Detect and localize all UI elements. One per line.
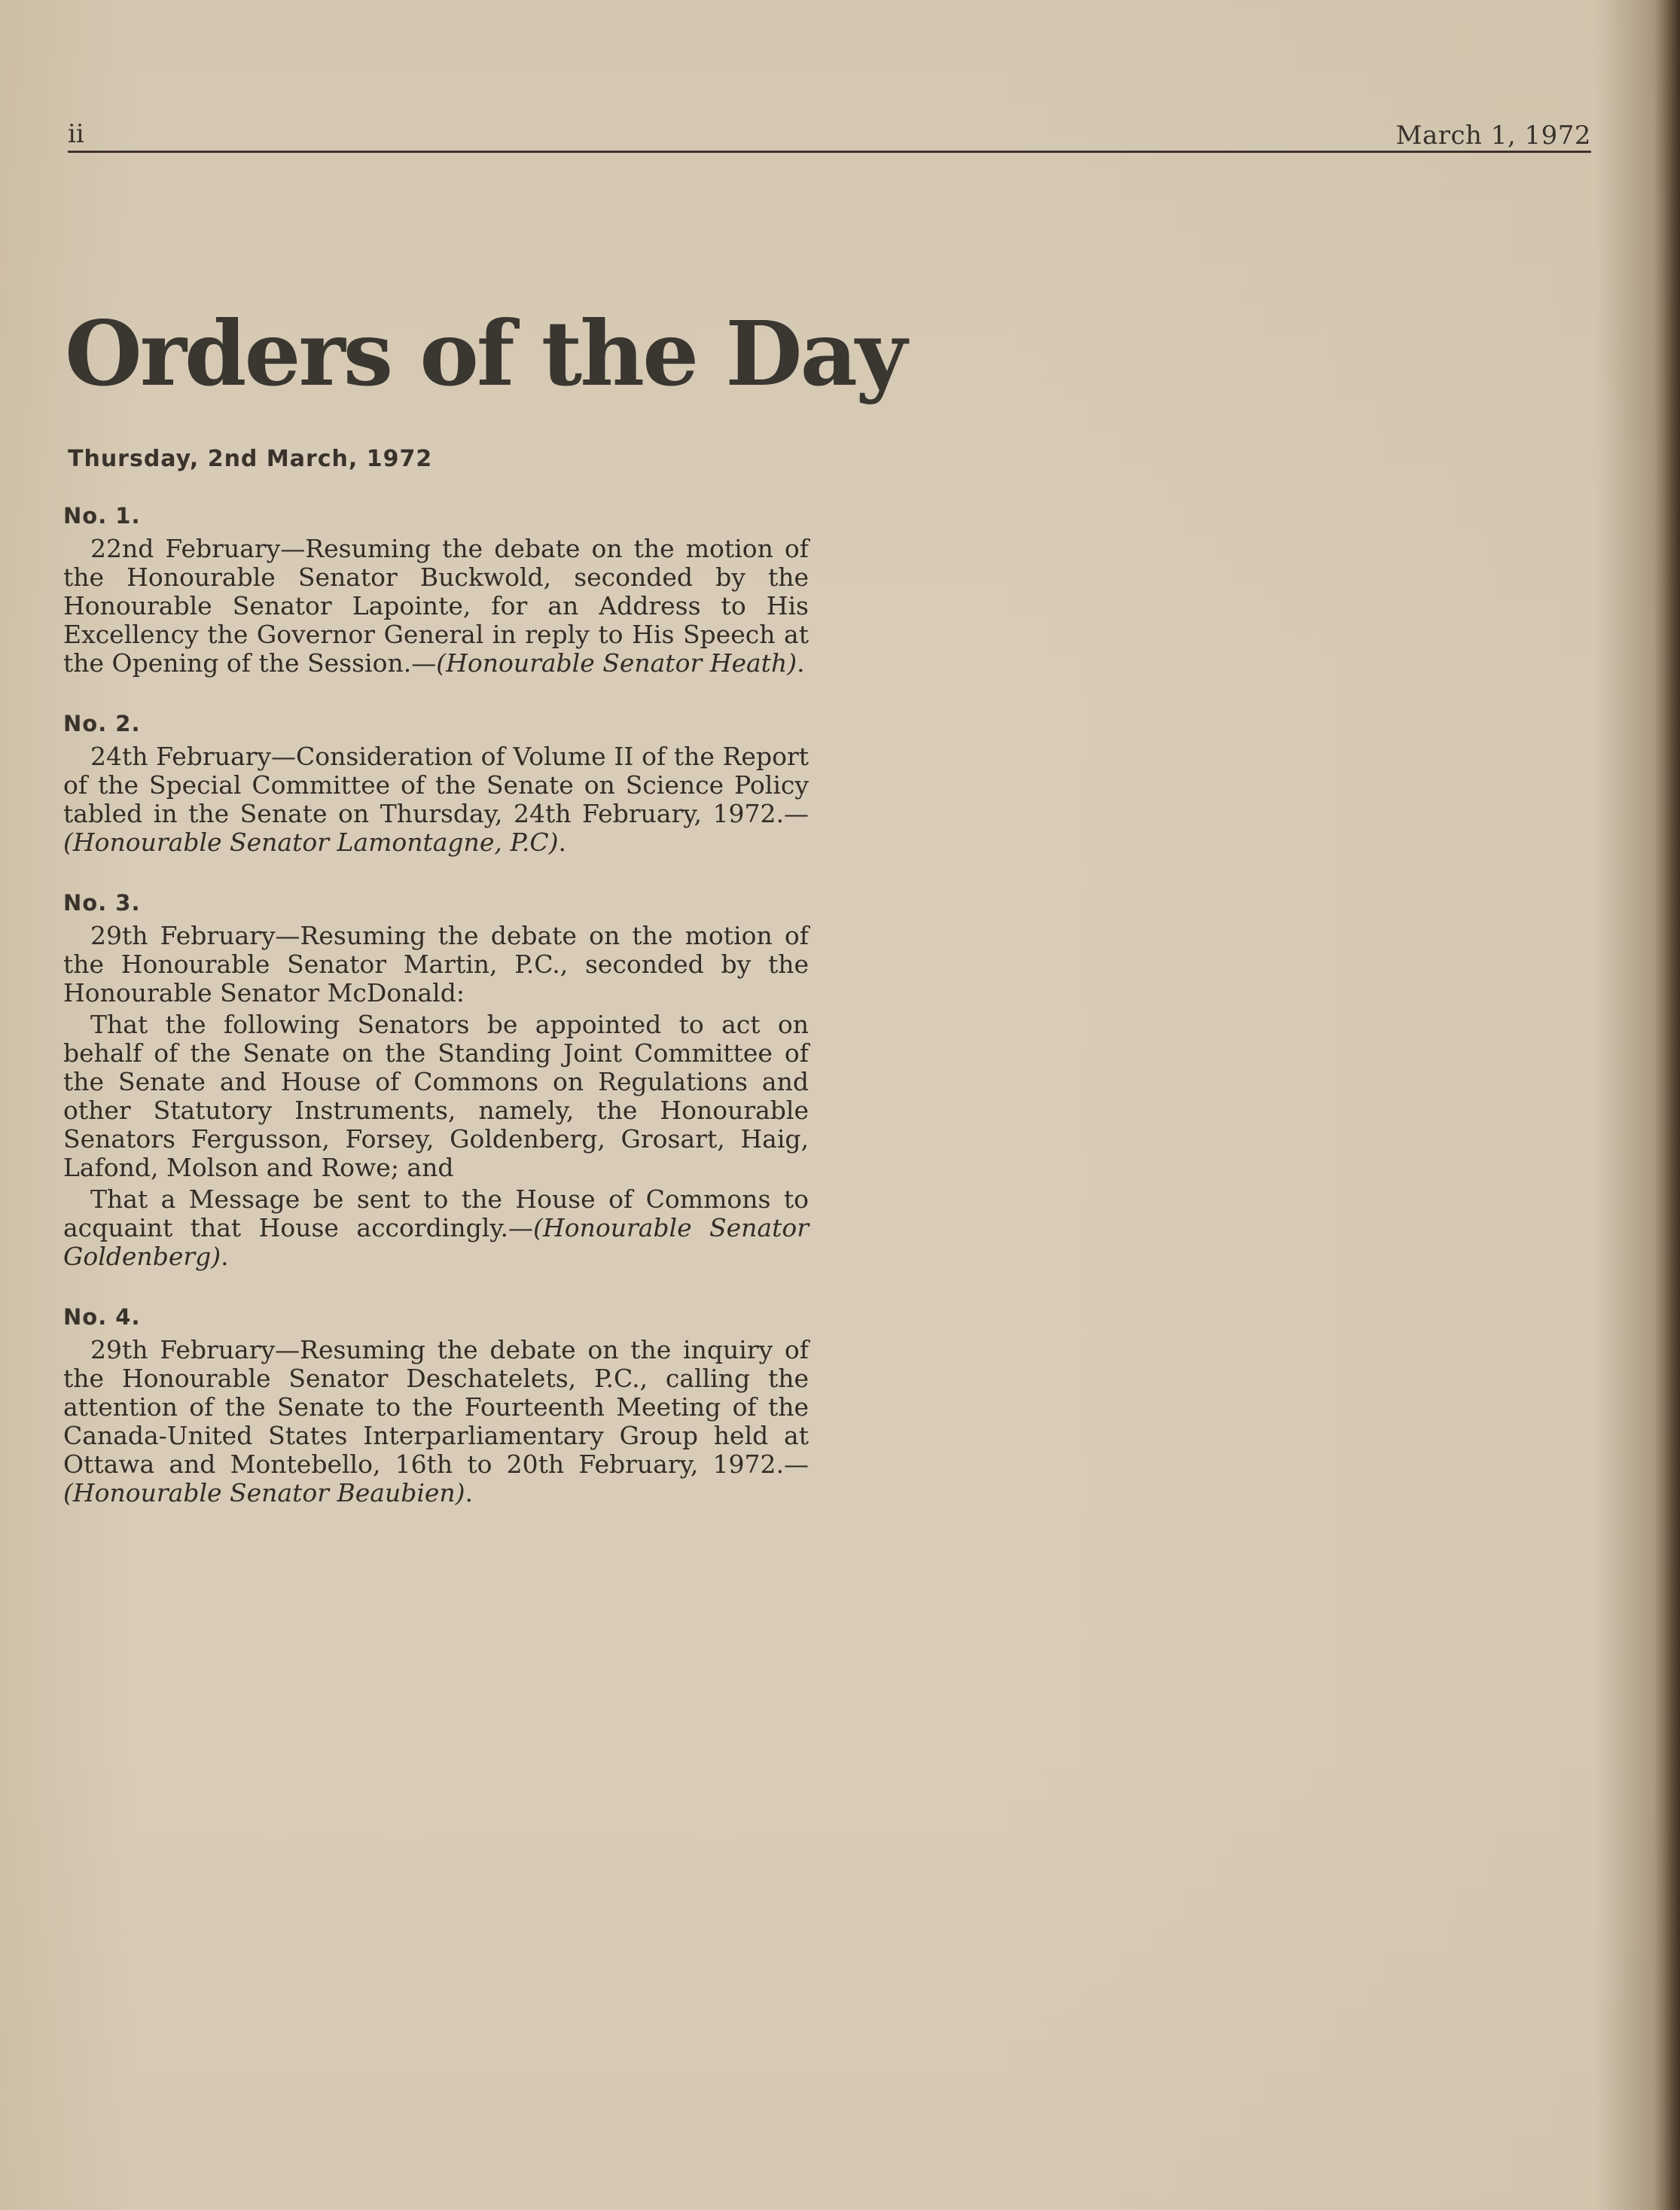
order-tail: .	[558, 828, 566, 857]
order-tail: .	[797, 648, 805, 678]
order-paragraph	[63, 1011, 809, 1182]
order-paragraph	[63, 535, 809, 678]
order-tail: .	[221, 1242, 229, 1271]
header-rule	[68, 151, 1591, 153]
order-sponsor: (Honourable Senator Heath)	[436, 648, 797, 678]
page-folio: ii	[68, 119, 84, 149]
page-title: Orders of the Day	[65, 301, 905, 406]
order-text: 22nd February—Resuming the debate on the motion of the Honourable Senator Buckwold, seconded by the Honourable Senator Lapointe, for an Address to His Excellency the Governor General in reply to His Speech at the Opening of the Session.—	[63, 534, 809, 678]
order-tail: .	[465, 1478, 474, 1507]
order-text: 29th February—Resuming the debate on the inquiry of the Honourable Senator Deschatelets, P.C., calling the attention of the Senate to the Fourteenth Meeting of the Canada-United States Interparliamentary Group held at Ottawa and Montebello, 16th to 20th February, 1972.—	[63, 1335, 809, 1479]
order-item	[63, 711, 809, 857]
order-sponsor: (Honourable Senator Beaubien)	[63, 1478, 465, 1507]
order-sponsor: (Honourable Senator Goldenberg)	[63, 1213, 810, 1271]
sitting-date: Thursday, 2nd March, 1972	[68, 446, 433, 472]
order-sponsor: (Honourable Senator Lamontagne, P.C)	[63, 828, 559, 857]
order-text: 24th February—Consideration of Volume II of the Report of the Special Committee of the Senate on Science Policy tabled in the Senate on Thursday, 24th February, 1972.—	[63, 742, 809, 828]
order-text: 29th February—Resuming the debate on the motion of the Honourable Senator Martin, P.C., seconded by the Honourable Senator McDonald:	[63, 921, 809, 1007]
page-edge-shadow	[1654, 0, 1680, 2210]
running-header-date: March 1, 1972	[1395, 120, 1591, 151]
order-text: That a Message be sent to the House of Commons to acquaint that House accordingly.—	[63, 1184, 809, 1242]
order-number: No. 3.	[63, 890, 141, 916]
order-item	[63, 890, 809, 1271]
order-paragraph	[63, 742, 809, 857]
orders-list	[63, 503, 809, 1541]
order-number: No. 2.	[63, 711, 141, 736]
order-text: That the following Senators be appointed to act on behalf of the Senate on the Standing Joint Committee of the Senate and House of Commons on Regulations and other Statutory Instruments, namely, the Honourable Senators Fergusson, Forsey, Goldenberg, Grosart, Haig, Lafond, Molson and Rowe; and	[63, 1010, 809, 1182]
order-number: No. 4.	[63, 1304, 141, 1330]
order-paragraph	[63, 1336, 809, 1507]
order-item	[63, 1304, 809, 1507]
order-item	[63, 503, 809, 678]
order-number: No. 1.	[63, 503, 141, 529]
order-paragraph	[63, 922, 809, 1007]
order-paragraph	[63, 1185, 809, 1271]
